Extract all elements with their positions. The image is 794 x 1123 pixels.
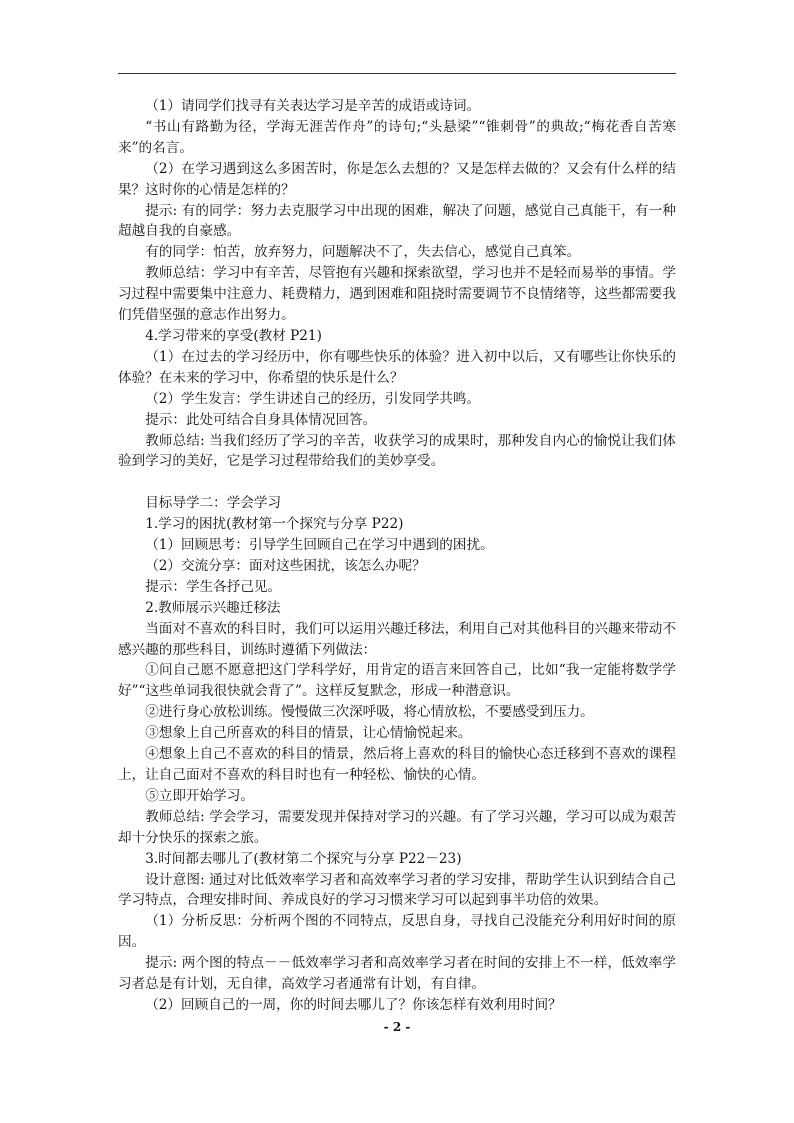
paragraph: 提示：此处可结合自身具体情况回答。 [145,411,377,428]
paragraph: 教师总结: 当我们经历了学习的辛苦，收获学习的成果时，那种发自内心的愉悦让我们体验到学习的美好，它是学习过程带给我们的美妙享受。 [118,432,676,470]
paragraph: （2）交流分享：面对这些困扰，该怎么办呢？ [145,557,426,574]
paragraph: 有的同学：怕苦，放弃努力，问题解决不了，失去信心，感觉自己真笨。 [145,244,581,261]
paragraph: “书山有路勤为径，学海无涯苦作舟”的诗句;“头悬梁”“锥刺骨”的典故;“梅花香自苦寒来”的名言。 [118,118,676,156]
paragraph: 当面对不喜欢的科目时，我们可以运用兴趣迁移法，利用自己对其他科目的兴趣来带动不感兴趣的那些科目，训练时遵循下列做法： [118,620,676,658]
paragraph: ①问自己愿不愿意把这门学科学好，用肯定的语言来回答自己，比如“我一定能将数学学好”“这些单词我很快就会背了”。这样反复默念，形成一种潜意识。 [118,662,676,700]
paragraph: 教师总结: 学会学习，需要发现并保持对学习的兴趣。有了学习兴趣，学习可以成为艰苦却十分快乐的探索之旅。 [118,808,676,846]
paragraph: 教师总结：学习中有辛苦，尽管抱有兴趣和探索欲望，学习也并不是轻而易举的事情。学习过程中需要集中注意力、耗费精力，遇到困难和阻挠时需要调节不良情绪等，这些都需要我们凭借坚强的意志作出努力。 [118,265,676,324]
page-number: - 2 - [383,1020,411,1034]
paragraph: （1）分析反思：分析两个图的不同特点，反思自身，寻找自己没能充分利用好时间的原因。 [118,913,676,951]
paragraph: （2）在学习遇到这么多困苦时，你是怎么去想的？又是怎样去做的？又会有什么样的结果？这时你的心情是怎样的？ [118,160,676,198]
paragraph: （1）在过去的学习经历中，你有哪些快乐的体验？进入初中以后，又有哪些让你快乐的体验？在未来的学习中，你希望的快乐是什么？ [118,348,676,386]
paragraph: （1）请同学们找寻有关表达学习是辛苦的成语或诗词。 [145,98,481,114]
paragraph: 提示: 两个图的特点－－低效率学习者和高效率学习者在时间的安排上不一样，低效率学习者总是有计划，无自律，高效学习者通常有计划，有自律。 [118,955,676,993]
document-body [118,96,676,1016]
paragraph: （2）回顾自己的一周，你的时间去哪儿了？你该怎样有效利用时间？ [145,996,562,1013]
paragraph: 提示：学生各抒己见。 [145,578,282,595]
paragraph: （1）回顾思考：引导学生回顾自己在学习中遇到的困扰。 [145,537,494,554]
section-heading: 2.教师展示兴趣迁移法 [145,599,281,616]
paragraph: ④想象上自己不喜欢的科目的情景，然后将上喜欢的科目的愉快心态迁移到不喜欢的课程上，让自己面对不喜欢的科目时也有一种轻松、愉快的心情。 [118,746,676,783]
paragraph: （2）学生发言：学生讲述自己的经历，引发同学共鸣。 [145,390,481,407]
paragraph: 提示: 有的同学：努力去克服学习中出现的困难，解决了问题，感觉自己真能干，有一种超越自我的自豪感。 [118,202,676,240]
header-rule [118,73,676,74]
section-heading: 目标导学二：学会学习 [145,495,282,512]
section-heading: 3.时间都去哪儿了(教材第二个探究与分享 P22－23) [145,850,462,867]
section-heading: 1.学习的困扰(教材第一个探究与分享 P22) [145,516,404,533]
section-heading: 4.学习带来的享受(教材 P21) [145,327,322,344]
paragraph: ③想象上自己所喜欢的科目的情景，让心情愉悦起来。 [145,725,472,742]
paragraph: ⑤立即开始学习。 [145,787,254,804]
paragraph: ②进行身心放松训练。慢慢做三次深呼吸，将心情放松，不要感受到压力。 [145,704,594,721]
paragraph: 设计意图: 通过对比低效率学习者和高效率学习者的学习安排，帮助学生认识到结合自己学习特点，合理安排时间、养成良好的学习习惯来学习可以起到事半功倍的效果。 [118,871,676,909]
